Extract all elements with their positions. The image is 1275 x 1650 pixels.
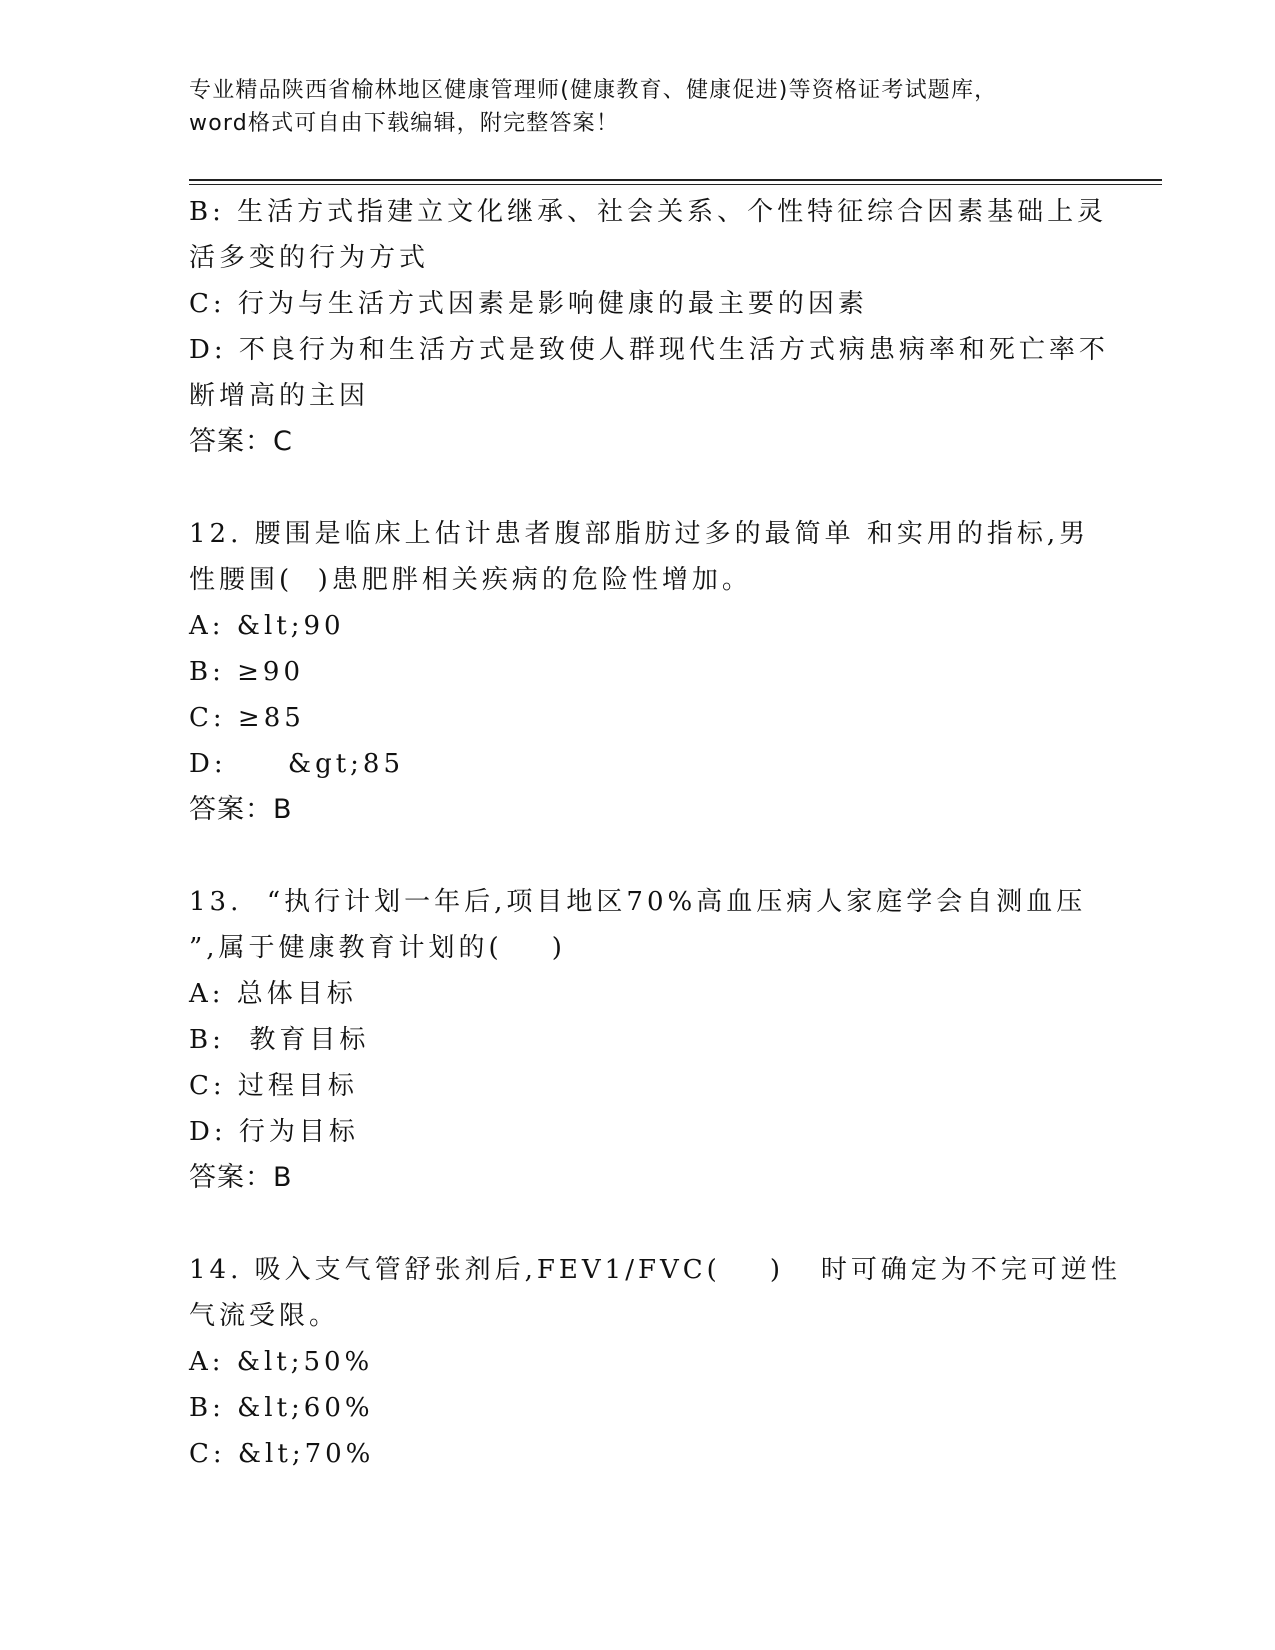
option-d-line-1: D: 不良行为和生活方式是致使人群现代生活方式病患病率和死亡率不	[189, 335, 1109, 365]
option-a: A: &lt;50%	[189, 1347, 374, 1377]
header-divider-thick	[189, 179, 1162, 181]
document-header	[189, 74, 1079, 140]
option-b-line-2: 活多变的行为方式	[189, 243, 430, 273]
question-11-tail	[189, 189, 1109, 465]
question-spacer	[189, 1201, 1089, 1247]
question-stem-line-1: 12. 腰围是临床上估计患者腹部脂肪过多的最简单 和实用的指标,男	[189, 519, 1090, 549]
header-divider-thin	[189, 184, 1162, 185]
option-c: C: &lt;70%	[189, 1439, 375, 1469]
option-c: C: ≥85	[189, 703, 305, 733]
answer: 答案：B	[189, 1162, 293, 1193]
option-a: A: &lt;90	[189, 611, 345, 641]
question-stem-line-2: ”,属于健康教育计划的( )	[189, 933, 566, 963]
option-d-line-2: 断增高的主因	[189, 381, 370, 411]
option-d: D: 行为目标	[189, 1117, 359, 1147]
question-list	[189, 189, 1121, 1477]
question-stem-line-2: 气流受限。	[189, 1301, 340, 1331]
question-stem-line-1: 13. “执行计划一年后,项目地区70%高血压病人家庭学会自测血压	[189, 887, 1087, 917]
question-stem-line-1: 14. 吸入支气管舒张剂后,FEV1/FVC( ) 时可确定为不完可逆性	[189, 1255, 1121, 1285]
option-a: A: 总体目标	[189, 979, 357, 1009]
answer: 答案：C	[189, 426, 293, 457]
question-spacer	[189, 465, 1089, 511]
option-b: B: 教育目标	[189, 1025, 370, 1055]
option-c: C: 过程目标	[189, 1071, 358, 1101]
option-b: B: ≥90	[189, 657, 304, 687]
question-12	[189, 511, 1089, 833]
option-b-line-1: B: 生活方式指建立文化继承、社会关系、个性特征综合因素基础上灵	[189, 197, 1108, 227]
option-b: B: &lt;60%	[189, 1393, 374, 1423]
header-title-line-1: 专业精品陕西省榆林地区健康管理师(健康教育、健康促进)等资格证考试题库，	[189, 78, 998, 103]
option-d: D: &gt;85	[189, 749, 405, 779]
answer: 答案：B	[189, 794, 293, 825]
header-title-line-2: word格式可自由下载编辑，附完整答案！	[189, 111, 620, 136]
question-13	[189, 879, 1089, 1201]
question-spacer	[189, 833, 1089, 879]
question-14	[189, 1247, 1121, 1477]
question-stem-line-2: 性腰围( )患肥胖相关疾病的危险性增加。	[189, 565, 752, 595]
option-c: C: 行为与生活方式因素是影响健康的最主要的因素	[189, 289, 868, 319]
